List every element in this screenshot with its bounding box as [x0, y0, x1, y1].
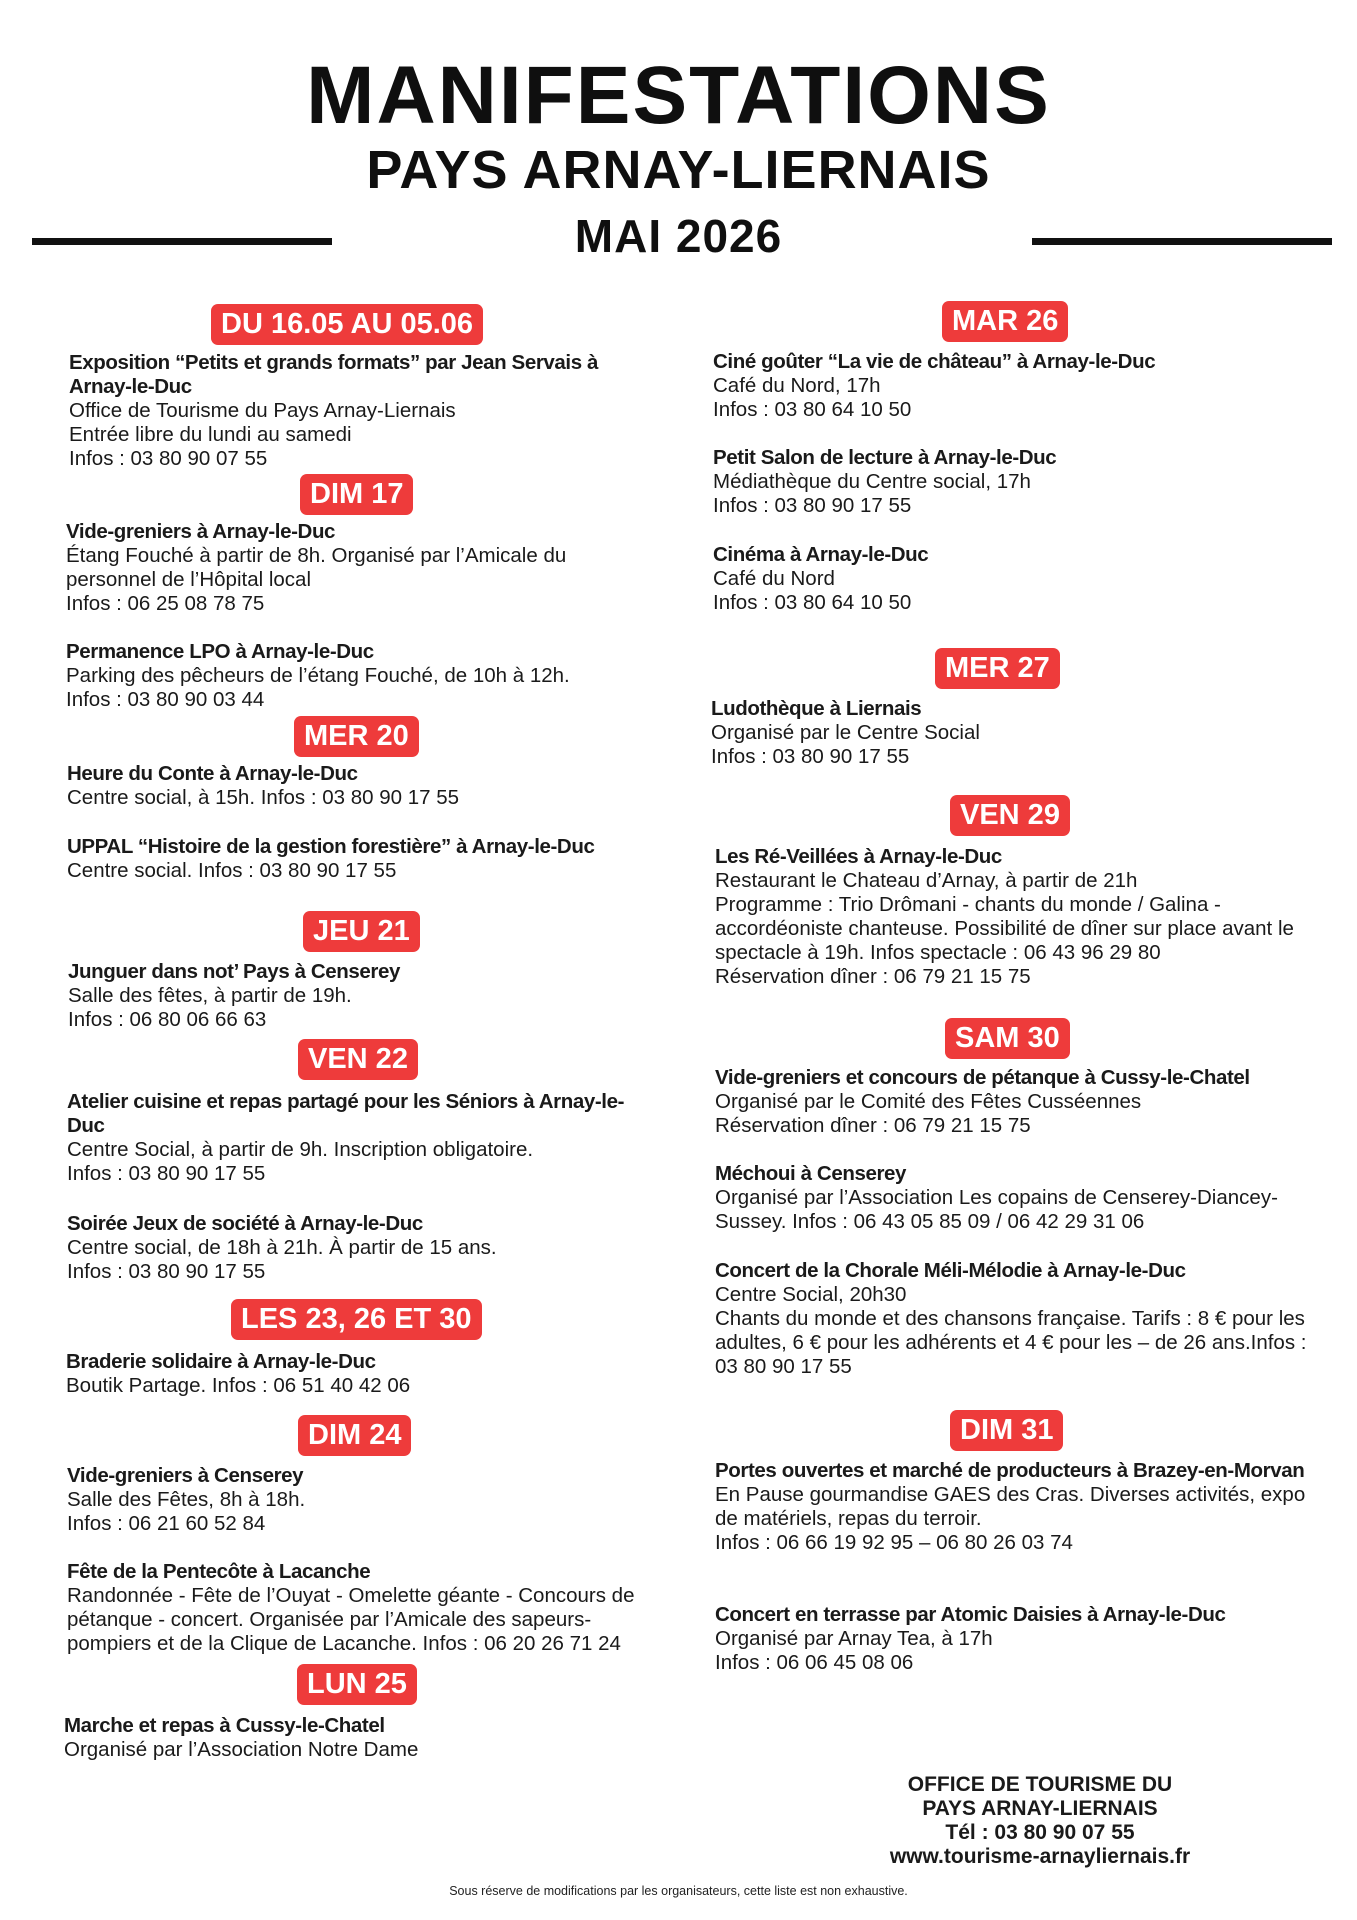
- office-phone: Tél : 03 80 90 07 55: [945, 1821, 1135, 1844]
- event-title: Junguer dans not’ Pays à Censerey: [68, 960, 401, 983]
- event-detail: Infos : 03 80 90 17 55: [711, 745, 910, 768]
- date-badge: LES 23, 26 ET 30: [231, 1299, 482, 1340]
- event-detail: Parking des pêcheurs de l’étang Fouché, de 10h à 12h.: [66, 664, 570, 687]
- tourist-office-contact: [840, 1773, 1240, 1869]
- event-detail: Salle des Fêtes, 8h à 18h.: [67, 1488, 306, 1511]
- event: [713, 350, 1313, 422]
- event-detail: En Pause gourmandise GAES des Cras. Diverses activités, expo de matériels, repas du terroir.: [715, 1483, 1306, 1530]
- event: [66, 1350, 636, 1398]
- event: [715, 1162, 1295, 1234]
- event: [713, 543, 1313, 615]
- event: [67, 1090, 637, 1186]
- date-badge: MER 27: [935, 648, 1060, 689]
- event-title: UPPAL “Histoire de la gestion forestière” à Arnay-le-Duc: [67, 835, 595, 858]
- event-detail: Organisé par l’Association Notre Dame: [64, 1738, 419, 1761]
- event: [715, 845, 1295, 989]
- event-detail: Centre Social, à partir de 9h. Inscription obligatoire.: [67, 1138, 534, 1161]
- event: [713, 446, 1313, 518]
- disclaimer: Sous réserve de modifications par les organisateurs, cette liste est non exhaustive.: [449, 1884, 908, 1898]
- event-title: Portes ouvertes et marché de producteurs à Brazey-en-Morvan: [715, 1459, 1305, 1482]
- event-detail: Organisé par Arnay Tea, à 17h: [715, 1627, 993, 1650]
- event-title: Méchoui à Censerey: [715, 1162, 907, 1185]
- event-title: Concert en terrasse par Atomic Daisies à Arnay-le-Duc: [715, 1603, 1226, 1626]
- event-detail: Boutik Partage. Infos : 06 51 40 42 06: [66, 1374, 411, 1397]
- event-detail: Réservation dîner : 06 79 21 15 75: [715, 1114, 1031, 1137]
- event-title: Petit Salon de lecture à Arnay-le-Duc: [713, 446, 1057, 469]
- event-title: Ciné goûter “La vie de château” à Arnay-le-Duc: [713, 350, 1156, 373]
- office-name-line1: OFFICE DE TOURISME DU: [907, 1773, 1173, 1796]
- event-detail: Centre social. Infos : 03 80 90 17 55: [67, 859, 397, 882]
- event: [66, 520, 606, 616]
- event-detail: Infos : 06 21 60 52 84: [67, 1512, 266, 1535]
- date-badge: LUN 25: [297, 1664, 417, 1705]
- event: [67, 762, 627, 810]
- event-detail: Chants du monde et des chansons française. Tarifs : 8 € pour les adultes, 6 € pour les adhérents et 4 € pour les – de 26 ans.Infos : 03 80 90 17 55: [715, 1307, 1307, 1378]
- event: [64, 1714, 634, 1762]
- event-detail: Infos : 03 80 90 03 44: [66, 688, 265, 711]
- date-badge: DU 16.05 AU 05.06: [211, 304, 483, 345]
- event-detail: Étang Fouché à partir de 8h. Organisé par l’Amicale du personnel de l’Hôpital local: [66, 544, 567, 591]
- event: [715, 1259, 1315, 1379]
- event-detail: Café du Nord: [713, 567, 835, 590]
- event-detail: Infos : 03 80 90 07 55: [69, 447, 268, 470]
- event-detail: Organisé par le Centre Social: [711, 721, 980, 744]
- event-title: Atelier cuisine et repas partagé pour les Séniors à Arnay-le-Duc: [67, 1090, 625, 1137]
- event-detail: Office de Tourisme du Pays Arnay-Liernais: [69, 399, 456, 422]
- date-badge: SAM 30: [945, 1018, 1070, 1059]
- date-badge: DIM 17: [300, 474, 413, 515]
- event: [711, 697, 1311, 769]
- page-title: MANIFESTATIONS: [306, 50, 1051, 141]
- event-detail: Randonnée - Fête de l’Ouyat - Omelette géante - Concours de pétanque - concert. Organisée par l’Amicale des sapeurs-pompiers et de la Clique de Lacanche. Infos : 06 20 26 71 24: [67, 1584, 635, 1655]
- event-detail: Salle des fêtes, à partir de 19h.: [68, 984, 352, 1007]
- event: [66, 640, 626, 712]
- date-badge: VEN 29: [950, 795, 1070, 836]
- date-badge: DIM 24: [298, 1415, 411, 1456]
- event-title: Vide-greniers et concours de pétanque à Cussy-le-Chatel: [715, 1066, 1250, 1089]
- event-title: Concert de la Chorale Méli-Mélodie à Arnay-le-Duc: [715, 1259, 1186, 1282]
- event: [715, 1066, 1315, 1138]
- date-badge: MER 20: [294, 716, 419, 757]
- event-detail: Organisé par l’Association Les copains de Censerey-Diancey-Sussey. Infos : 06 43 05 85 09 / 06 42 29 31 06: [715, 1186, 1278, 1233]
- event-detail: Infos : 06 66 19 92 95 – 06 80 26 03 74: [715, 1531, 1073, 1554]
- event-title: Exposition “Petits et grands formats” par Jean Servais à Arnay-le-Duc: [69, 351, 599, 398]
- event: [715, 1603, 1315, 1675]
- event-detail: Infos : 06 06 45 08 06: [715, 1651, 914, 1674]
- event-detail: Infos : 03 80 90 17 55: [67, 1162, 266, 1185]
- event-detail: Centre social, à 15h. Infos : 03 80 90 17 55: [67, 786, 460, 809]
- event-detail: Infos : 06 25 08 78 75: [66, 592, 265, 615]
- event-title: Soirée Jeux de société à Arnay-le-Duc: [67, 1212, 423, 1235]
- event: [715, 1459, 1315, 1555]
- month-title: MAI 2026: [574, 210, 783, 262]
- event-detail: Programme : Trio Drômani - chants du monde / Galina - accordéoniste chanteuse. Possibilité de dîner sur place avant le spectacle à 19h. Infos spectacle : 06 43 96 29 80: [715, 893, 1294, 964]
- date-badge: MAR 26: [942, 301, 1068, 342]
- event-detail: Réservation dîner : 06 79 21 15 75: [715, 965, 1031, 988]
- header-rule-right: [1032, 238, 1332, 245]
- event-detail: Infos : 03 80 90 17 55: [713, 494, 912, 517]
- event-title: Vide-greniers à Censerey: [67, 1464, 304, 1487]
- date-badge: JEU 21: [303, 911, 420, 952]
- event-detail: Centre social, de 18h à 21h. À partir de 15 ans.: [67, 1236, 497, 1259]
- event: [67, 835, 647, 883]
- date-badge: DIM 31: [950, 1410, 1063, 1451]
- event: [67, 1560, 657, 1656]
- event-detail: Restaurant le Chateau d’Arnay, à partir de 21h: [715, 869, 1138, 892]
- event: [69, 351, 609, 471]
- event-title: Braderie solidaire à Arnay-le-Duc: [66, 1350, 376, 1373]
- date-badge: VEN 22: [298, 1039, 418, 1080]
- office-name-line2: PAYS ARNAY-LIERNAIS: [922, 1797, 1158, 1820]
- event-detail: Entrée libre du lundi au samedi: [69, 423, 352, 446]
- event-title: Les Ré-Veillées à Arnay-le-Duc: [715, 845, 1002, 868]
- event-title: Cinéma à Arnay-le-Duc: [713, 543, 929, 566]
- event-detail: Organisé par le Comité des Fêtes Cusséennes: [715, 1090, 1142, 1113]
- event-title: Ludothèque à Liernais: [711, 697, 922, 720]
- event-detail: Médiathèque du Centre social, 17h: [713, 470, 1031, 493]
- event: [67, 1464, 637, 1536]
- event-title: Marche et repas à Cussy-le-Chatel: [64, 1714, 385, 1737]
- event-detail: Infos : 03 80 90 17 55: [67, 1260, 266, 1283]
- event-detail: Infos : 03 80 64 10 50: [713, 398, 912, 421]
- event-title: Vide-greniers à Arnay-le-Duc: [66, 520, 336, 543]
- event-title: Heure du Conte à Arnay-le-Duc: [67, 762, 358, 785]
- page-subtitle: PAYS ARNAY-LIERNAIS: [366, 140, 991, 200]
- office-website-link[interactable]: www.tourisme-arnayliernais.fr: [889, 1845, 1191, 1868]
- event-detail: Infos : 06 80 06 66 63: [68, 1008, 267, 1031]
- event-detail: Café du Nord, 17h: [713, 374, 881, 397]
- event-title: Fête de la Pentecôte à Lacanche: [67, 1560, 371, 1583]
- event: [67, 1212, 637, 1284]
- event-title: Permanence LPO à Arnay-le-Duc: [66, 640, 374, 663]
- event: [68, 960, 628, 1032]
- event-detail: Centre Social, 20h30: [715, 1283, 907, 1306]
- event-detail: Infos : 03 80 64 10 50: [713, 591, 912, 614]
